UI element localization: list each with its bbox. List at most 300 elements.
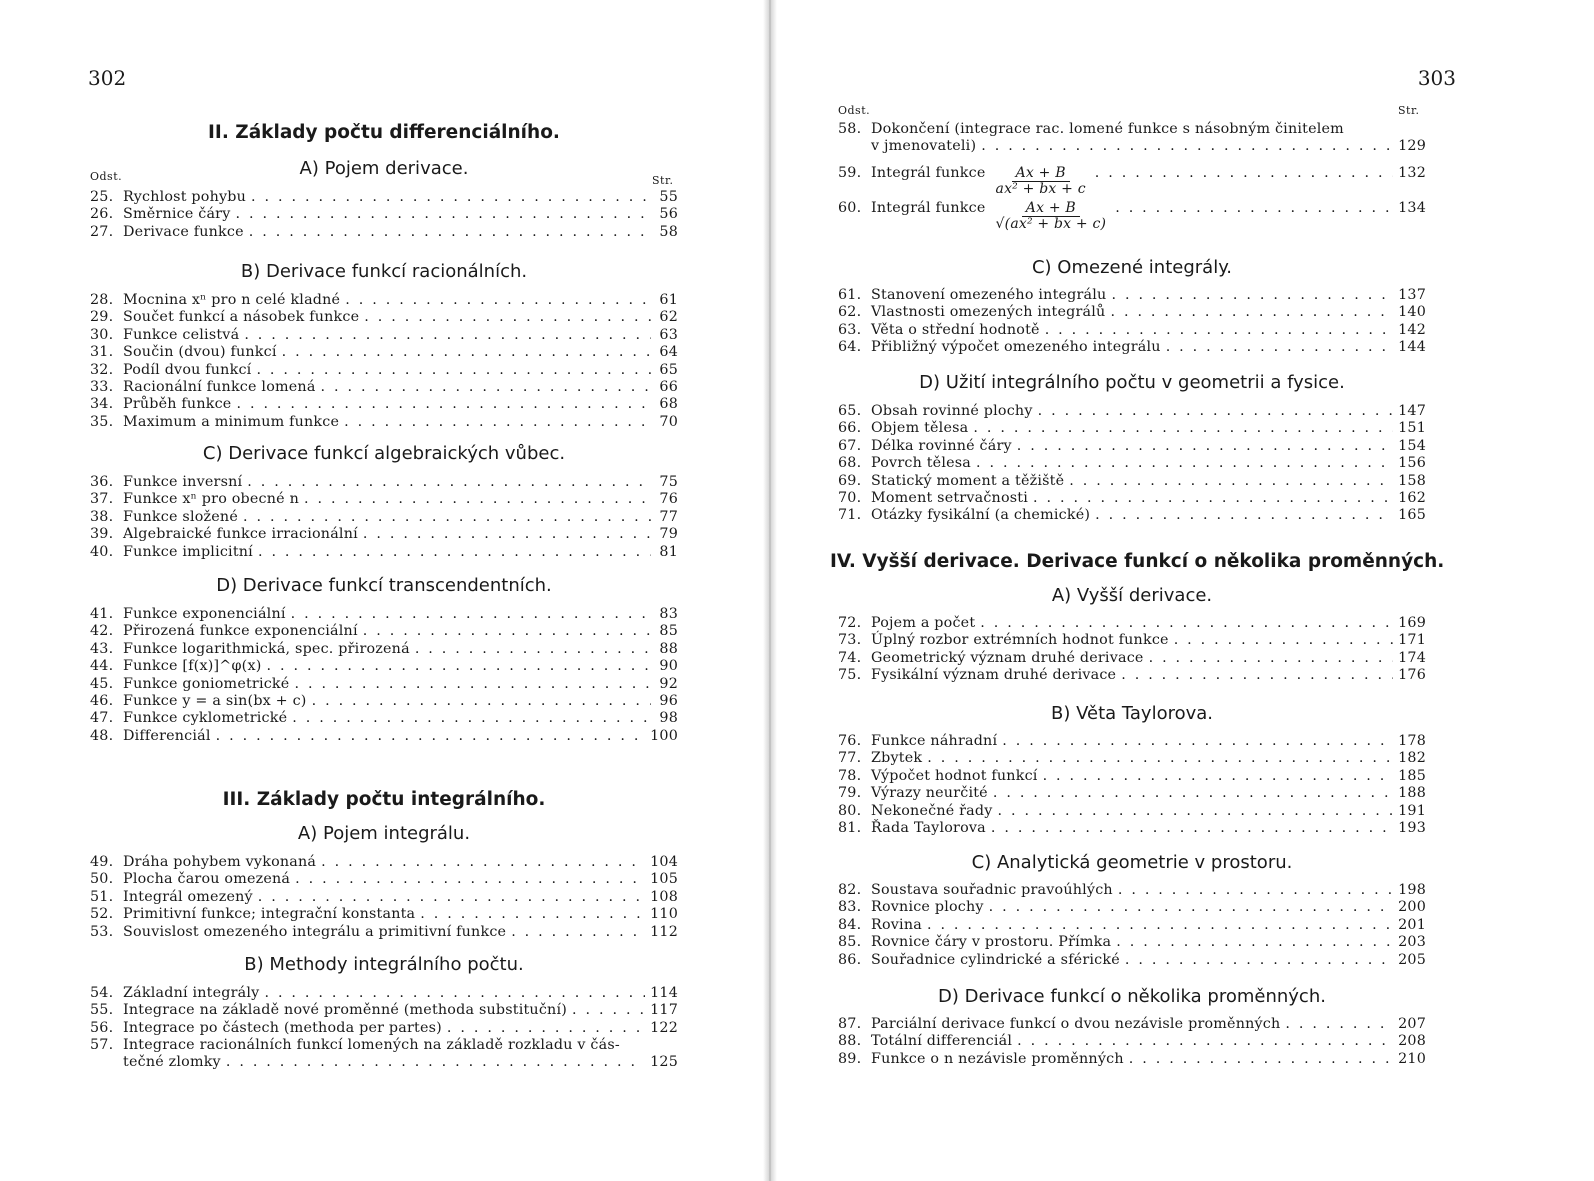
- toc-entry: [90, 1020, 678, 1037]
- dot-leader: [1069, 473, 1393, 490]
- entry-page: 203: [1398, 934, 1426, 951]
- toc-entry: [90, 710, 678, 727]
- entry-title: Funkce y = a sin(bx + c): [123, 692, 307, 709]
- toc-list: [90, 985, 678, 1037]
- entry-number: 36.: [90, 474, 114, 490]
- entry-page: 110: [650, 906, 678, 923]
- entry-title-continued: v jmenovateli): [871, 138, 977, 155]
- entry-number: 48.: [90, 727, 114, 744]
- page-number: 302: [88, 66, 127, 90]
- entry-page: 68: [659, 396, 678, 413]
- entry-title: Maximum a minimum funkce: [123, 413, 340, 430]
- entry-number: 45.: [90, 675, 114, 692]
- entry-number: 32.: [90, 361, 114, 378]
- dot-leader: [1110, 304, 1393, 321]
- dot-leader: [1033, 490, 1393, 507]
- right-page: [770, 0, 1594, 1181]
- toc-entry: [90, 224, 678, 241]
- dot-leader: [991, 820, 1393, 837]
- section-title: C) Omezené integrály.: [1031, 257, 1233, 278]
- toc-entry: [90, 544, 678, 561]
- entry-page: 66: [659, 378, 678, 395]
- toc-entry: [838, 287, 1426, 304]
- toc-entry: [90, 396, 678, 413]
- section-title: D) Užití integrálního počtu v geometrii a fysice.: [919, 372, 1345, 393]
- entry-number: 51.: [90, 888, 114, 905]
- toc-entry: [838, 507, 1426, 524]
- toc-entry: [838, 650, 1426, 667]
- entry-page: 117: [650, 1002, 678, 1019]
- entry-number: 80.: [838, 802, 862, 819]
- entry-title: Integrál funkce: [871, 199, 986, 216]
- entry-page: 137: [1398, 287, 1426, 303]
- entry-page: 129: [1398, 138, 1426, 155]
- entry-page: 65: [659, 361, 678, 378]
- dot-leader: [256, 362, 651, 379]
- dot-leader: [1149, 650, 1394, 667]
- entry-number: 62.: [838, 304, 862, 321]
- toc-entry: [90, 309, 678, 326]
- dot-leader: [236, 396, 651, 413]
- section-title: A) Pojem integrálu.: [297, 823, 471, 844]
- entry-number: 25.: [90, 189, 114, 205]
- toc-entry: [838, 322, 1426, 339]
- entry-number: 53.: [90, 923, 114, 940]
- dot-leader: [1038, 403, 1393, 420]
- entry-page: 114: [650, 985, 678, 1001]
- entry-title: Funkce exponenciální: [123, 606, 286, 622]
- entry-page: 100: [650, 727, 678, 744]
- dot-leader: [1017, 1033, 1393, 1050]
- entry-page: 132: [1398, 164, 1426, 181]
- dot-leader: [251, 189, 651, 206]
- entry-page: 188: [1398, 785, 1426, 802]
- entry-title: Geometrický význam druhé derivace: [871, 649, 1144, 666]
- entry-title: Plocha čarou omezená: [123, 871, 291, 888]
- toc-list: [838, 287, 1426, 357]
- entry-title: Funkce goniometrické: [123, 675, 290, 692]
- toc-entry: [90, 871, 678, 888]
- dot-leader: [226, 1054, 645, 1071]
- entry-title: Dráha pohybem vykonaná: [123, 854, 317, 870]
- toc-entry: [838, 490, 1426, 507]
- toc-entry: [90, 924, 678, 941]
- left-page: [0, 0, 770, 1181]
- toc-list: [90, 854, 678, 941]
- dot-leader: [572, 1002, 645, 1019]
- dot-leader: [1121, 667, 1393, 684]
- section-title: D) Derivace funkcí o několika proměnných.: [938, 986, 1326, 1007]
- toc-entry: [90, 292, 678, 309]
- toc-entry: [838, 1033, 1426, 1050]
- entry-title: Věta o střední hodnotě: [871, 321, 1040, 338]
- entry-title: Algebraické funkce irracionální: [123, 526, 358, 543]
- toc-entry: [838, 1016, 1426, 1033]
- entry-number: 52.: [90, 906, 114, 923]
- entry-title: Součin (dvou) funkcí: [123, 344, 277, 361]
- entry-page: 207: [1398, 1016, 1426, 1032]
- toc-entry: [838, 420, 1426, 437]
- dot-leader: [292, 710, 651, 727]
- fraction-denominator: ax² + bx + c: [995, 180, 1086, 197]
- entry-page: 198: [1398, 882, 1426, 898]
- toc-entry: [838, 733, 1426, 750]
- dot-leader: [1174, 632, 1393, 649]
- dot-leader: [511, 924, 645, 941]
- entry-number: 59.: [838, 164, 862, 181]
- entry-page: 169: [1398, 615, 1426, 631]
- entry-title: Funkce cyklometrické: [123, 710, 288, 727]
- entry-page: 112: [650, 923, 678, 940]
- entry-page: 79: [659, 526, 678, 543]
- dot-leader: [981, 138, 1393, 155]
- entry-number: 68.: [838, 455, 862, 472]
- toc-entry: [838, 615, 1426, 632]
- section-title: C) Derivace funkcí algebraických vůbec.: [202, 443, 566, 464]
- entry-title: Integrál funkce: [871, 164, 986, 181]
- toc-entry: [838, 952, 1426, 969]
- column-header-odst: Odst.: [90, 170, 123, 183]
- entry-title: Statický moment a těžiště: [871, 472, 1065, 489]
- entry-number: 31.: [90, 344, 114, 361]
- formula-fraction: [992, 201, 1111, 232]
- toc-list: [838, 615, 1426, 685]
- toc-entry: [838, 917, 1426, 934]
- toc-entry: [838, 934, 1426, 951]
- entry-title: Součet funkcí a násobek funkce: [123, 309, 360, 326]
- dot-leader: [1129, 1051, 1393, 1068]
- entry-title: Mocnina xⁿ pro n celé kladné: [123, 292, 341, 308]
- entry-title: Integrace racionálních funkcí lomených na základě rozkladu v čás-: [123, 1037, 620, 1053]
- dot-leader: [1045, 322, 1393, 339]
- toc-entry: [90, 491, 678, 508]
- entry-page: 104: [650, 854, 678, 870]
- fraction-numerator: Ax + B: [1012, 166, 1070, 182]
- entry-number: 79.: [838, 785, 862, 802]
- entry-number: 72.: [838, 615, 862, 631]
- dot-leader: [363, 623, 651, 640]
- entry-title: Obsah rovinné plochy: [871, 403, 1033, 419]
- entry-title: Funkce xⁿ pro obecné n: [123, 491, 299, 508]
- entry-page: 158: [1398, 472, 1426, 489]
- entry-number: 82.: [838, 882, 862, 898]
- entry-title: Rovina: [871, 916, 922, 933]
- dot-leader: [294, 676, 651, 693]
- entry-page: 208: [1398, 1033, 1426, 1050]
- entry-page: 176: [1398, 667, 1426, 684]
- dot-leader: [264, 985, 645, 1002]
- entry-number: 49.: [90, 854, 114, 870]
- entry-title: Objem tělesa: [871, 420, 969, 437]
- dot-leader: [1111, 287, 1393, 304]
- toc-entry: [90, 728, 678, 745]
- toc-list: [838, 403, 1426, 525]
- toc-list: [838, 733, 1426, 837]
- toc-entry: [838, 899, 1426, 916]
- toc-entry: [838, 820, 1426, 837]
- entry-title: Integrace na základě nové proměnné (methoda substituční): [123, 1002, 568, 1019]
- entry-number: 64.: [838, 339, 862, 356]
- toc-entry: [90, 906, 678, 923]
- entry-number: 75.: [838, 667, 862, 684]
- entry-number: 38.: [90, 508, 114, 525]
- column-header-str: Str.: [652, 174, 674, 187]
- section-title: A) Pojem derivace.: [299, 158, 469, 179]
- dot-leader: [258, 889, 645, 906]
- toc-list: [838, 121, 1426, 232]
- entry-number: 83.: [838, 899, 862, 916]
- entry-title: Vlastnosti omezených integrálů: [871, 304, 1106, 321]
- entry-number: 43.: [90, 640, 114, 657]
- entry-title: Dokončení (integrace rac. lomené funkce s násobným činitelem: [871, 121, 1344, 137]
- dot-leader: [364, 309, 651, 326]
- entry-title: Funkce o n nezávisle proměnných: [871, 1050, 1124, 1067]
- entry-page: 92: [659, 675, 678, 692]
- entry-title: Integrace po částech (methoda per partes): [123, 1019, 442, 1036]
- section-title: B) Derivace funkcí racionálních.: [240, 261, 528, 282]
- toc-entry: [90, 1002, 678, 1019]
- entry-title: Funkce celistvá: [123, 326, 240, 343]
- entry-number: 34.: [90, 396, 114, 413]
- toc-entry: [838, 803, 1426, 820]
- toc-entry: [90, 344, 678, 361]
- entry-number: 77.: [838, 750, 862, 767]
- entry-number: 58.: [838, 121, 862, 137]
- entry-title: Zbytek: [871, 750, 923, 767]
- toc-entry: [838, 438, 1426, 455]
- entry-number: 26.: [90, 206, 114, 223]
- entry-page: 182: [1398, 750, 1426, 767]
- dot-leader: [998, 803, 1394, 820]
- toc-entry: [90, 414, 678, 431]
- entry-page: 174: [1398, 649, 1426, 666]
- toc-entry: [838, 632, 1426, 649]
- entry-title: Stanovení omezeného integrálu: [871, 287, 1107, 303]
- entry-page: 201: [1398, 916, 1426, 933]
- entry-title: Funkce implicitní: [123, 543, 253, 560]
- entry-number: 46.: [90, 692, 114, 709]
- entry-page: 147: [1398, 403, 1426, 419]
- entry-title: Funkce logarithmická, spec. přirozená: [123, 640, 410, 657]
- dot-leader: [980, 615, 1393, 632]
- entry-page: 81: [659, 543, 678, 560]
- toc-entry: [838, 1051, 1426, 1068]
- entry-number: 89.: [838, 1050, 862, 1067]
- entry-title: Moment setrvačnosti: [871, 489, 1029, 506]
- dot-leader: [363, 526, 651, 543]
- toc-list: [90, 606, 678, 745]
- entry-number: 33.: [90, 378, 114, 395]
- entry-page: 64: [659, 344, 678, 361]
- entry-page: 75: [659, 474, 678, 490]
- entry-title: Rychlost pohybu: [123, 189, 247, 205]
- toc-list: [838, 1016, 1426, 1068]
- toc-entry: [90, 362, 678, 379]
- part-title: III. Základy počtu integrálního.: [222, 789, 546, 810]
- entry-title: Rovnice čáry v prostoru. Přímka: [871, 934, 1112, 951]
- section-title: D) Derivace funkcí transcendentních.: [216, 575, 552, 596]
- toc-entry: [90, 206, 678, 223]
- toc-entry: [838, 785, 1426, 802]
- toc-entry: [838, 882, 1426, 899]
- entry-title: Primitivní funkce; integrační konstanta: [123, 906, 416, 923]
- dot-leader: [976, 455, 1393, 472]
- entry-number: 63.: [838, 321, 862, 338]
- entry-page: 140: [1398, 304, 1426, 321]
- toc-entry: [838, 339, 1426, 356]
- entry-title: Otázky fysikální (a chemické): [871, 507, 1091, 524]
- toc-entry: [90, 379, 678, 396]
- entry-title: Derivace funkce: [123, 223, 244, 240]
- entry-page: 63: [659, 326, 678, 343]
- entry-number: 84.: [838, 916, 862, 933]
- entry-title: Funkce inversní: [123, 474, 243, 490]
- entry-page: 83: [659, 606, 678, 622]
- column-header-odst: Odst.: [838, 104, 871, 117]
- entry-title: Úplný rozbor extrémních hodnot funkce: [871, 632, 1169, 649]
- entry-page: 122: [650, 1019, 678, 1036]
- dot-leader: [1095, 156, 1393, 191]
- entry-title: Funkce náhradní: [871, 733, 998, 749]
- entry-number: 86.: [838, 951, 862, 968]
- entry-title: Směrnice čáry: [123, 206, 231, 223]
- entry-page: 108: [650, 888, 678, 905]
- toc-entry: [90, 889, 678, 906]
- entry-page: 105: [650, 871, 678, 888]
- entry-page: 55: [659, 189, 678, 205]
- entry-number: 61.: [838, 287, 862, 303]
- fraction-denominator: √(ax² + bx + c): [995, 215, 1107, 232]
- entry-title: Výrazy neurčité: [871, 785, 988, 802]
- toc-entry: [90, 606, 678, 623]
- entry-title: Racionální funkce lomená: [123, 378, 316, 395]
- entry-page: 56: [659, 206, 678, 223]
- entry-page: 210: [1398, 1050, 1426, 1067]
- toc-entry: [90, 985, 678, 1002]
- dot-leader: [258, 544, 651, 561]
- entry-page: 154: [1398, 437, 1426, 454]
- entry-page: 165: [1398, 507, 1426, 524]
- dot-leader: [321, 379, 651, 396]
- entry-page: 144: [1398, 339, 1426, 356]
- toc-entry: [90, 693, 678, 710]
- toc-entry: [838, 156, 1426, 197]
- dot-leader: [993, 785, 1393, 802]
- entry-title: Povrch tělesa: [871, 455, 972, 472]
- entry-title: Souřadnice cylindrické a sférické: [871, 951, 1120, 968]
- entry-number: 37.: [90, 491, 114, 508]
- toc-entry: [90, 509, 678, 526]
- entry-number: 50.: [90, 871, 114, 888]
- toc-list: [90, 1037, 678, 1072]
- dot-leader: [216, 728, 645, 745]
- entry-title: Fysikální význam druhé derivace: [871, 667, 1117, 684]
- dot-leader: [1118, 882, 1393, 899]
- entry-page: 88: [659, 640, 678, 657]
- toc-entry: [90, 854, 678, 871]
- entry-number: 44.: [90, 658, 114, 675]
- entry-page: 76: [659, 491, 678, 508]
- entry-number: 55.: [90, 1002, 114, 1019]
- entry-title: Výpočet hodnot funkcí: [871, 767, 1038, 784]
- section-title: B) Methody integrálního počtu.: [244, 954, 524, 975]
- toc-entry: [838, 667, 1426, 684]
- entry-title: Přibližný výpočet omezeného integrálu: [871, 339, 1161, 356]
- dot-leader: [1095, 507, 1393, 524]
- toc-entry: [838, 455, 1426, 472]
- entry-page: 156: [1398, 455, 1426, 472]
- dot-leader: [321, 854, 645, 871]
- entry-page: 191: [1398, 802, 1426, 819]
- dot-leader: [312, 693, 651, 710]
- entry-title: Pojem a počet: [871, 615, 976, 631]
- dot-leader: [291, 606, 651, 623]
- entry-page: 58: [659, 223, 678, 240]
- dot-leader: [244, 327, 651, 344]
- dot-leader: [1166, 339, 1393, 356]
- dot-leader: [989, 899, 1393, 916]
- entry-title: Funkce složené: [123, 508, 238, 525]
- dot-leader: [415, 641, 651, 658]
- toc-entry: [838, 403, 1426, 420]
- toc-entry: [90, 676, 678, 693]
- entry-title: Řada Taylorova: [871, 819, 986, 836]
- entry-number: 85.: [838, 934, 862, 951]
- dot-leader: [267, 658, 652, 675]
- entry-page: 62: [659, 309, 678, 326]
- entry-number: 78.: [838, 767, 862, 784]
- entry-page: 205: [1398, 951, 1426, 968]
- entry-page: 61: [659, 292, 678, 308]
- toc-list: [90, 474, 678, 561]
- dot-leader: [927, 750, 1393, 767]
- entry-title: Průběh funkce: [123, 396, 232, 413]
- entry-page: 162: [1398, 489, 1426, 506]
- dot-leader: [304, 491, 651, 508]
- toc-entry: [90, 623, 678, 640]
- section-title: B) Věta Taylorova.: [1050, 703, 1214, 724]
- entry-title-continued: tečné zlomky: [123, 1054, 221, 1071]
- toc-list: [838, 882, 1426, 969]
- entry-number: 41.: [90, 606, 114, 622]
- toc-entry: [838, 473, 1426, 490]
- dot-leader: [1125, 952, 1393, 969]
- entry-number: 67.: [838, 437, 862, 454]
- entry-title: Přirozená funkce exponenciální: [123, 623, 358, 640]
- toc-list: [90, 292, 678, 431]
- entry-number: 65.: [838, 403, 862, 419]
- entry-page: 70: [659, 413, 678, 430]
- toc-entry: [90, 474, 678, 491]
- toc-entry: [90, 526, 678, 543]
- entry-number: 42.: [90, 623, 114, 640]
- dot-leader: [1017, 438, 1393, 455]
- entry-number: 56.: [90, 1019, 114, 1036]
- column-header-str: Str.: [1398, 104, 1420, 117]
- dot-leader: [295, 871, 645, 888]
- entry-page: 151: [1398, 420, 1426, 437]
- dot-leader: [344, 414, 651, 431]
- entry-number: 76.: [838, 733, 862, 749]
- dot-leader: [973, 420, 1393, 437]
- dot-leader: [249, 224, 651, 241]
- entry-title: Parciální derivace funkcí o dvou nezávisle proměnných: [871, 1016, 1281, 1032]
- entry-title: Souvislost omezeného integrálu a primitivní funkce: [123, 923, 507, 940]
- formula-fraction: [992, 166, 1090, 197]
- part-title: II. Základy počtu differenciálního.: [208, 122, 560, 143]
- dot-leader: [1002, 733, 1393, 750]
- toc-entry: [838, 304, 1426, 321]
